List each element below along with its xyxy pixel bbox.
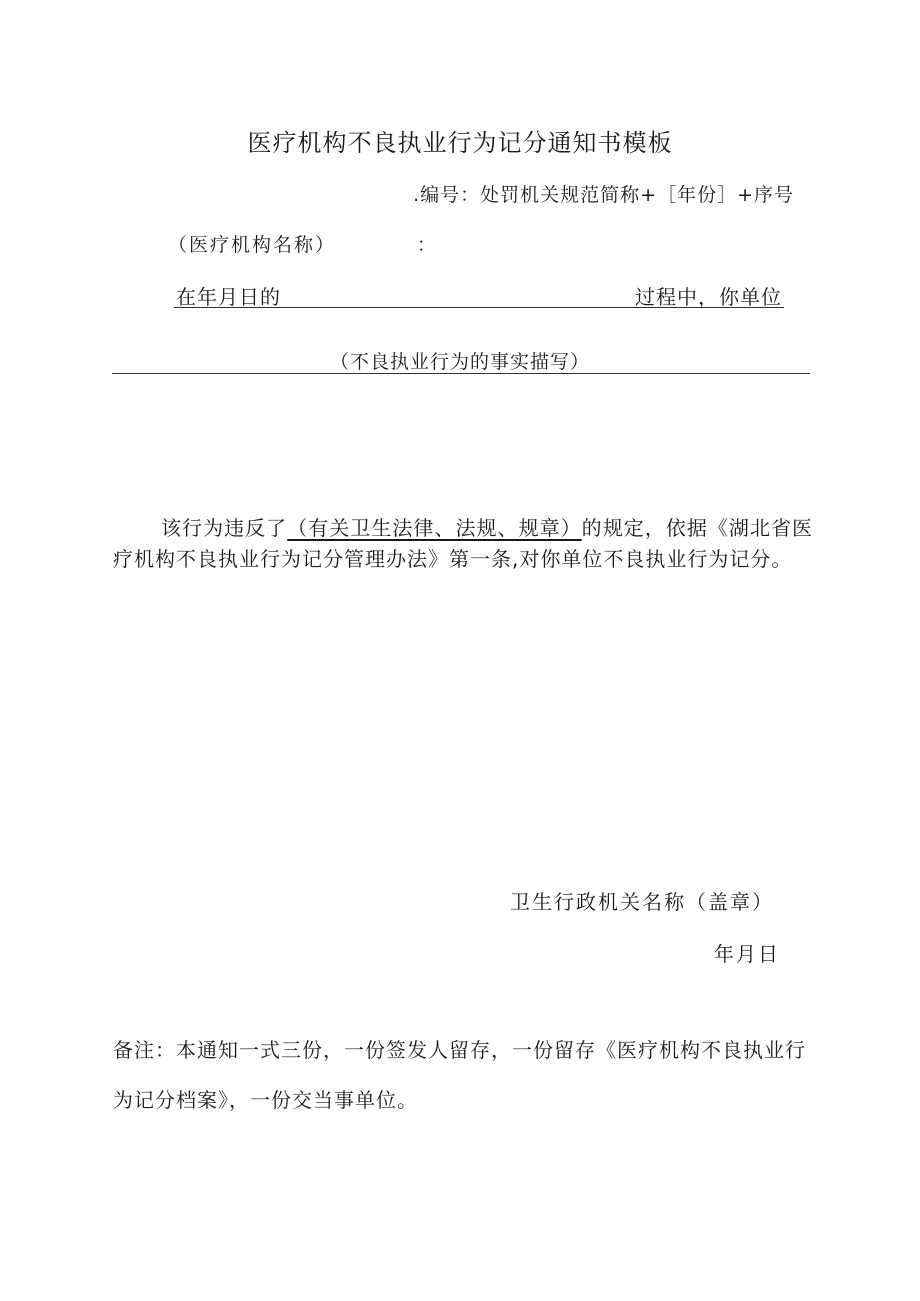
- document-number-line: .编号：处罚机关规范简称+［年份］+序号: [413, 184, 794, 206]
- recipient-colon: ：: [417, 234, 437, 256]
- authority-signature: 卫生行政机关名称（盖章）: [510, 890, 774, 914]
- paragraph-underlined-law: （有关卫生法律、法规、规章）: [287, 516, 582, 540]
- fact-description-rule: [112, 373, 810, 374]
- date-line-right-text: 过程中，你单位: [635, 285, 782, 309]
- document-title: 医疗机构不良执业行为记分通知书模板: [247, 129, 673, 157]
- violation-paragraph: [113, 513, 813, 575]
- date-line-left-text: 在年月日的: [176, 285, 281, 309]
- date-fill-line: [174, 281, 784, 308]
- paragraph-text-2: 的规定，依据《湖北省医疗机构不良执业行为记分管理办法》第一条,对你单位不良执业行为记分。: [113, 516, 814, 571]
- paragraph-text-1: 该行为违反了: [161, 516, 288, 540]
- fact-description-label: （不良执业行为的事实描写）: [329, 351, 590, 373]
- remark-note: 备注：本通知一式三份，一份签发人留存，一份留存《医疗机构不良执业行为记分档案》，一份交当事单位。: [113, 1038, 806, 1112]
- recipient-name: （医疗机构名称）: [168, 234, 337, 256]
- signature-date: 年月日: [714, 942, 780, 966]
